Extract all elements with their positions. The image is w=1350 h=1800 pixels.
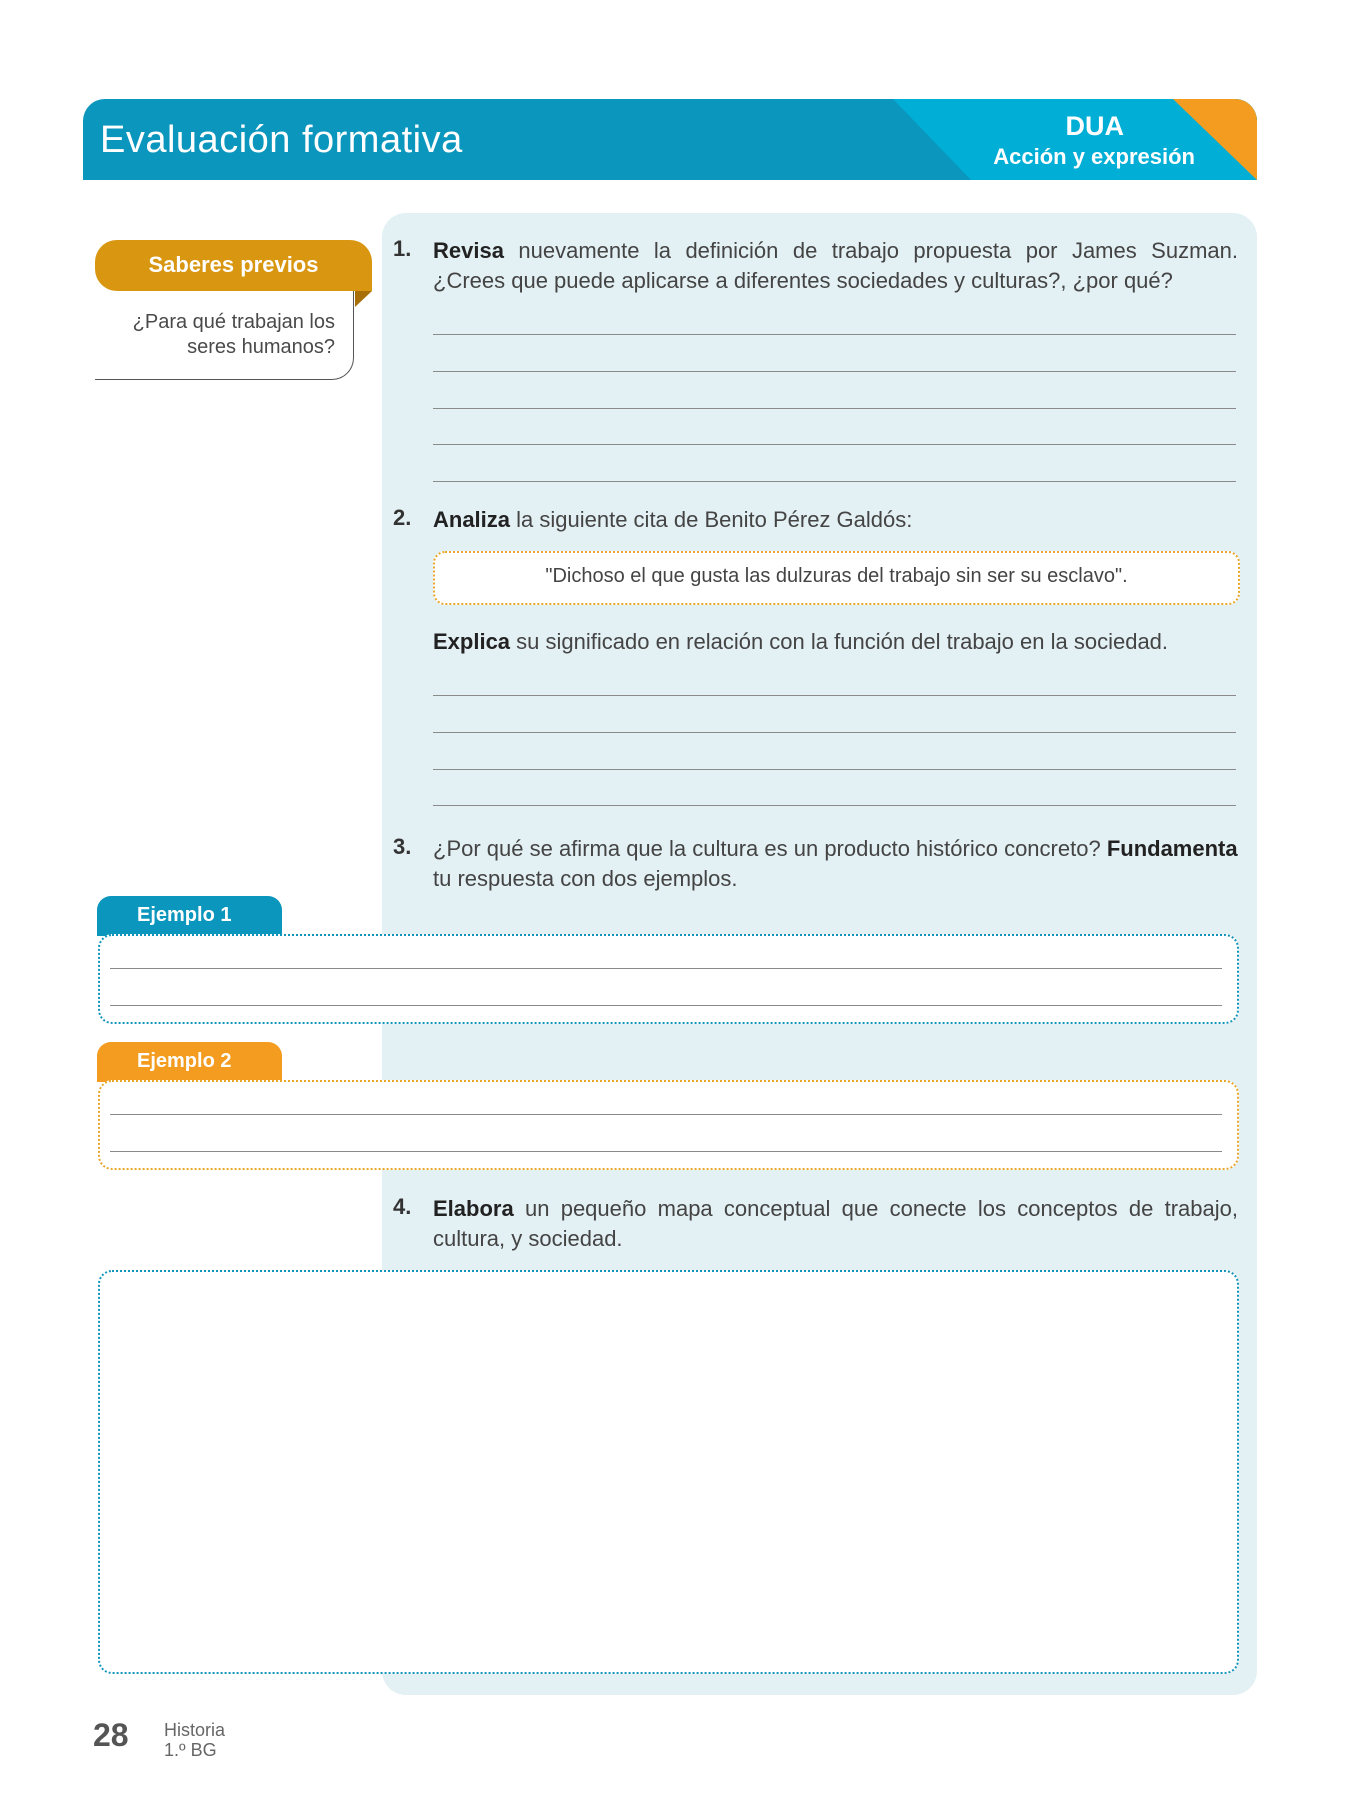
saberes-previos-question: ¿Para qué trabajan los seres humanos? bbox=[132, 311, 335, 358]
dua-title: DUA bbox=[1065, 111, 1124, 141]
question-2-number: 2. bbox=[393, 505, 412, 530]
example-1-tab bbox=[97, 896, 282, 936]
example-2-label: Ejemplo 2 bbox=[137, 1050, 232, 1072]
question-4-verb: Elabora bbox=[433, 1196, 514, 1221]
answer-line[interactable] bbox=[433, 481, 1236, 482]
grade-level: 1.º BG bbox=[164, 1740, 217, 1760]
dua-subtitle: Acción y expresión bbox=[993, 144, 1195, 169]
example-2-tab bbox=[97, 1042, 282, 1082]
answer-line[interactable] bbox=[433, 732, 1236, 733]
question-1-text bbox=[433, 236, 1238, 296]
answer-line[interactable] bbox=[433, 769, 1236, 770]
answer-line[interactable] bbox=[110, 1114, 1222, 1115]
example-2-box[interactable] bbox=[98, 1080, 1239, 1170]
answer-line[interactable] bbox=[433, 408, 1236, 409]
page-title: Evaluación formativa bbox=[100, 119, 463, 161]
subject-name: Historia bbox=[164, 1720, 226, 1740]
question-2-subtext bbox=[433, 627, 1238, 657]
answer-line[interactable] bbox=[433, 695, 1236, 696]
question-3-text bbox=[433, 834, 1238, 894]
example-1-label: Ejemplo 1 bbox=[137, 904, 232, 926]
question-4-number: 4. bbox=[393, 1194, 412, 1219]
quote-text: "Dichoso el que gusta las dulzuras del trabajo sin ser su esclavo". bbox=[545, 565, 1128, 587]
question-4-body: un pequeño mapa conceptual que conecte los conceptos de trabajo, cultura, y sociedad. bbox=[433, 1196, 1238, 1251]
question-4-text bbox=[433, 1194, 1238, 1254]
question-1-number: 1. bbox=[393, 236, 412, 261]
answer-line[interactable] bbox=[110, 1005, 1222, 1006]
concept-map-box[interactable] bbox=[98, 1270, 1239, 1674]
question-2-text bbox=[433, 505, 1238, 535]
answer-line[interactable] bbox=[433, 805, 1236, 806]
footer-subject bbox=[164, 1720, 225, 1760]
question-3-verb: Fundamenta bbox=[1106, 836, 1238, 861]
tab-fold-icon bbox=[355, 291, 372, 307]
question-3-body-end: tu respuesta con dos ejemplos. bbox=[433, 866, 738, 891]
example-1-box[interactable] bbox=[98, 934, 1239, 1024]
answer-line[interactable] bbox=[433, 371, 1236, 372]
answer-line[interactable] bbox=[110, 968, 1222, 969]
question-3-body: ¿Por qué se afirma que la cultura es un producto histórico concreto? bbox=[433, 836, 1107, 861]
section-header bbox=[83, 99, 1257, 180]
page-number: 28 bbox=[93, 1717, 129, 1753]
question-2-body: la siguiente cita de Benito Pérez Galdós: bbox=[510, 507, 913, 532]
quote-box bbox=[433, 551, 1240, 605]
question-2-verb: Analiza bbox=[433, 507, 511, 532]
answer-line[interactable] bbox=[110, 1151, 1222, 1152]
answer-line[interactable] bbox=[433, 444, 1236, 445]
question-1-body: nuevamente la definición de trabajo propuesta por James Suzman. ¿Crees que puede aplicarse a diferentes sociedades y culturas?, ¿por qué? bbox=[433, 238, 1238, 293]
question-2-subverb: Explica bbox=[433, 629, 511, 654]
question-3-number: 3. bbox=[393, 834, 412, 859]
question-2-subbody: su significado en relación con la función del trabajo en la sociedad. bbox=[510, 629, 1169, 654]
question-1-verb: Revisa bbox=[433, 238, 504, 263]
saberes-previos-label: Saberes previos bbox=[148, 252, 319, 277]
answer-line[interactable] bbox=[433, 334, 1236, 335]
saberes-previos-tab bbox=[95, 240, 372, 291]
